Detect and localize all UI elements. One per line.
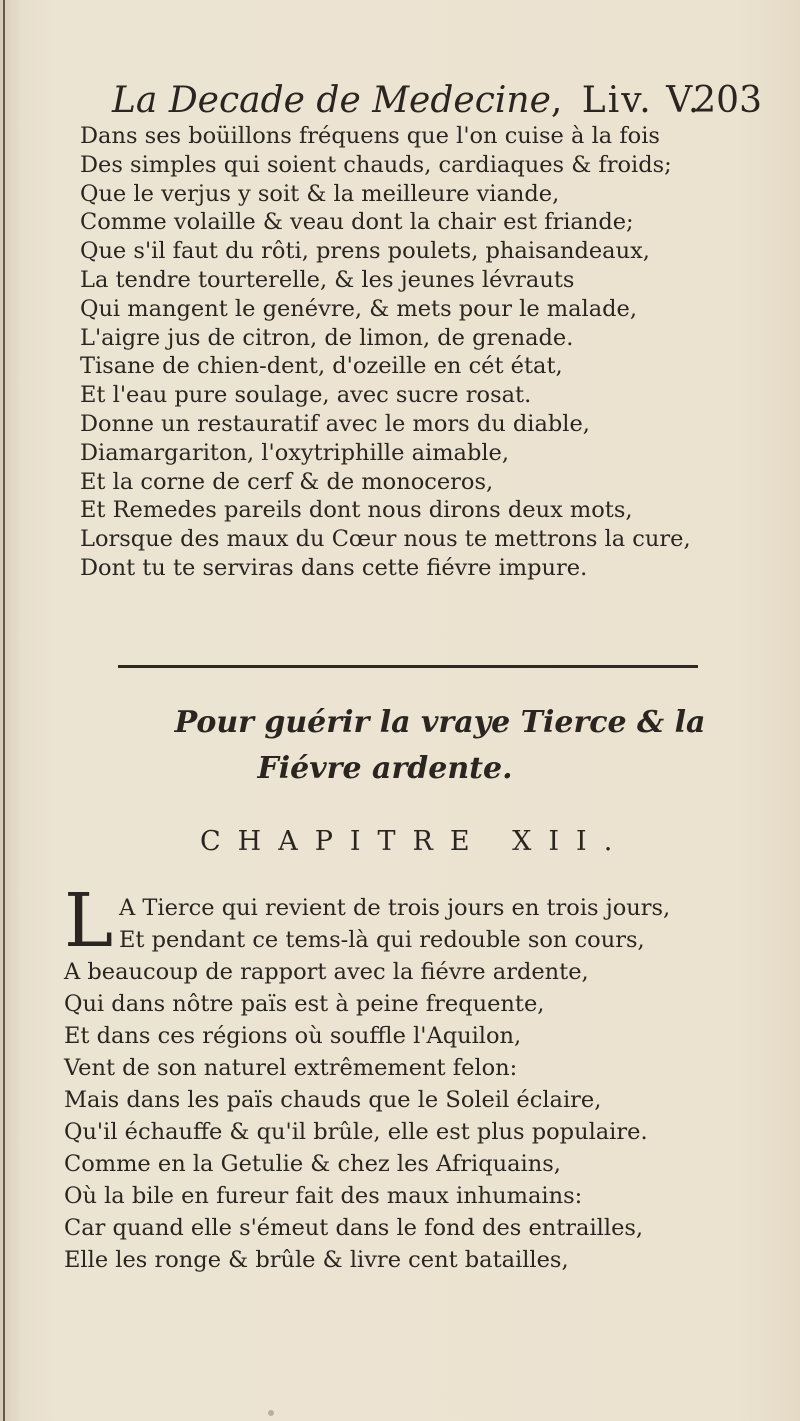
chapter-line: Qu'il échauffe & qu'il brûle, elle est plus populaire. [64, 1119, 648, 1145]
chapter-text [64, 892, 774, 1276]
header-separator: , [550, 80, 563, 121]
chapter-line: Et dans ces régions où souffle l'Aquilon, [64, 1023, 522, 1049]
verse-line: Et la corne de cerf & de monoceros, [80, 468, 494, 495]
binding-edge [3, 0, 5, 1421]
verse-line: Donne un restauratif avec le mors du diable, [80, 410, 590, 437]
verse-block [80, 122, 770, 583]
chapter-line: Et pendant ce tems-là qui redouble son cours, [119, 927, 645, 953]
verse-line: L'aigre jus de citron, de limon, de grenade. [80, 324, 574, 351]
verse-line: Tisane de chien-dent, d'ozeille en cét état, [80, 353, 563, 380]
verse-line: Comme volaille & veau dont la chair est friande; [80, 209, 634, 236]
verse-line: Et Remedes pareils dont nous dirons deux mots, [80, 497, 633, 524]
drop-cap: L [64, 878, 114, 964]
chapter-line: A Tierce qui revient de trois jours en trois jours, [119, 895, 671, 921]
verse-line: Qui mangent le genévre, & mets pour le malade, [80, 295, 638, 322]
running-header [112, 76, 772, 126]
chapter-line: Comme en la Getulie & chez les Afriquains, [64, 1151, 561, 1177]
chapter-heading-line1: Pour guérir la vraye Tierce & la [174, 705, 706, 740]
chapter-line: A beaucoup de rapport avec la fiévre ardente, [64, 959, 589, 985]
chapter-heading [80, 700, 760, 792]
section-divider [118, 665, 698, 668]
verse-line: Que le verjus y soit & la meilleure viande, [80, 180, 560, 207]
verse-line: Que s'il faut du rôti, prens poulets, phaisandeaux, [80, 238, 650, 265]
chapter-line: Qui dans nôtre païs est à peine frequente, [64, 991, 545, 1017]
verse-line: Et l'eau pure soulage, avec sucre rosat. [80, 382, 532, 409]
book-number: Liv. V. [581, 80, 702, 121]
chapter-number: CHAPITRE XII. [200, 826, 630, 857]
chapter-line: Mais dans les païs chauds que le Soleil éclaire, [64, 1087, 602, 1113]
verse-line: Lorsque des maux du Cœur nous te mettrons la cure, [80, 526, 691, 553]
running-title: La Decade de Medecine [112, 80, 551, 121]
verse-line: La tendre tourterelle, & les jeunes lévrauts [80, 266, 575, 293]
verse-line: Dont tu te serviras dans cette fiévre impure. [80, 554, 588, 581]
chapter-line: Elle les ronge & brûle & livre cent batailles, [64, 1247, 569, 1273]
chapter-line: Où la bile en fureur fait des maux inhumains: [64, 1183, 583, 1209]
ink-spot [268, 1410, 274, 1416]
chapter-line: Vent de son naturel extrêmement felon: [64, 1055, 518, 1081]
page-number: 203 [693, 80, 762, 121]
verse-line: Des simples qui soient chauds, cardiaques & froids; [80, 151, 672, 178]
verse-line: Diamargariton, l'oxytriphille aimable, [80, 439, 510, 466]
chapter-heading-line2: Fiévre ardente. [257, 751, 513, 786]
verse-line: Dans ses boüillons fréquens que l'on cuise à la fois [80, 123, 660, 149]
chapter-line: Car quand elle s'émeut dans le fond des entrailles, [64, 1215, 644, 1241]
